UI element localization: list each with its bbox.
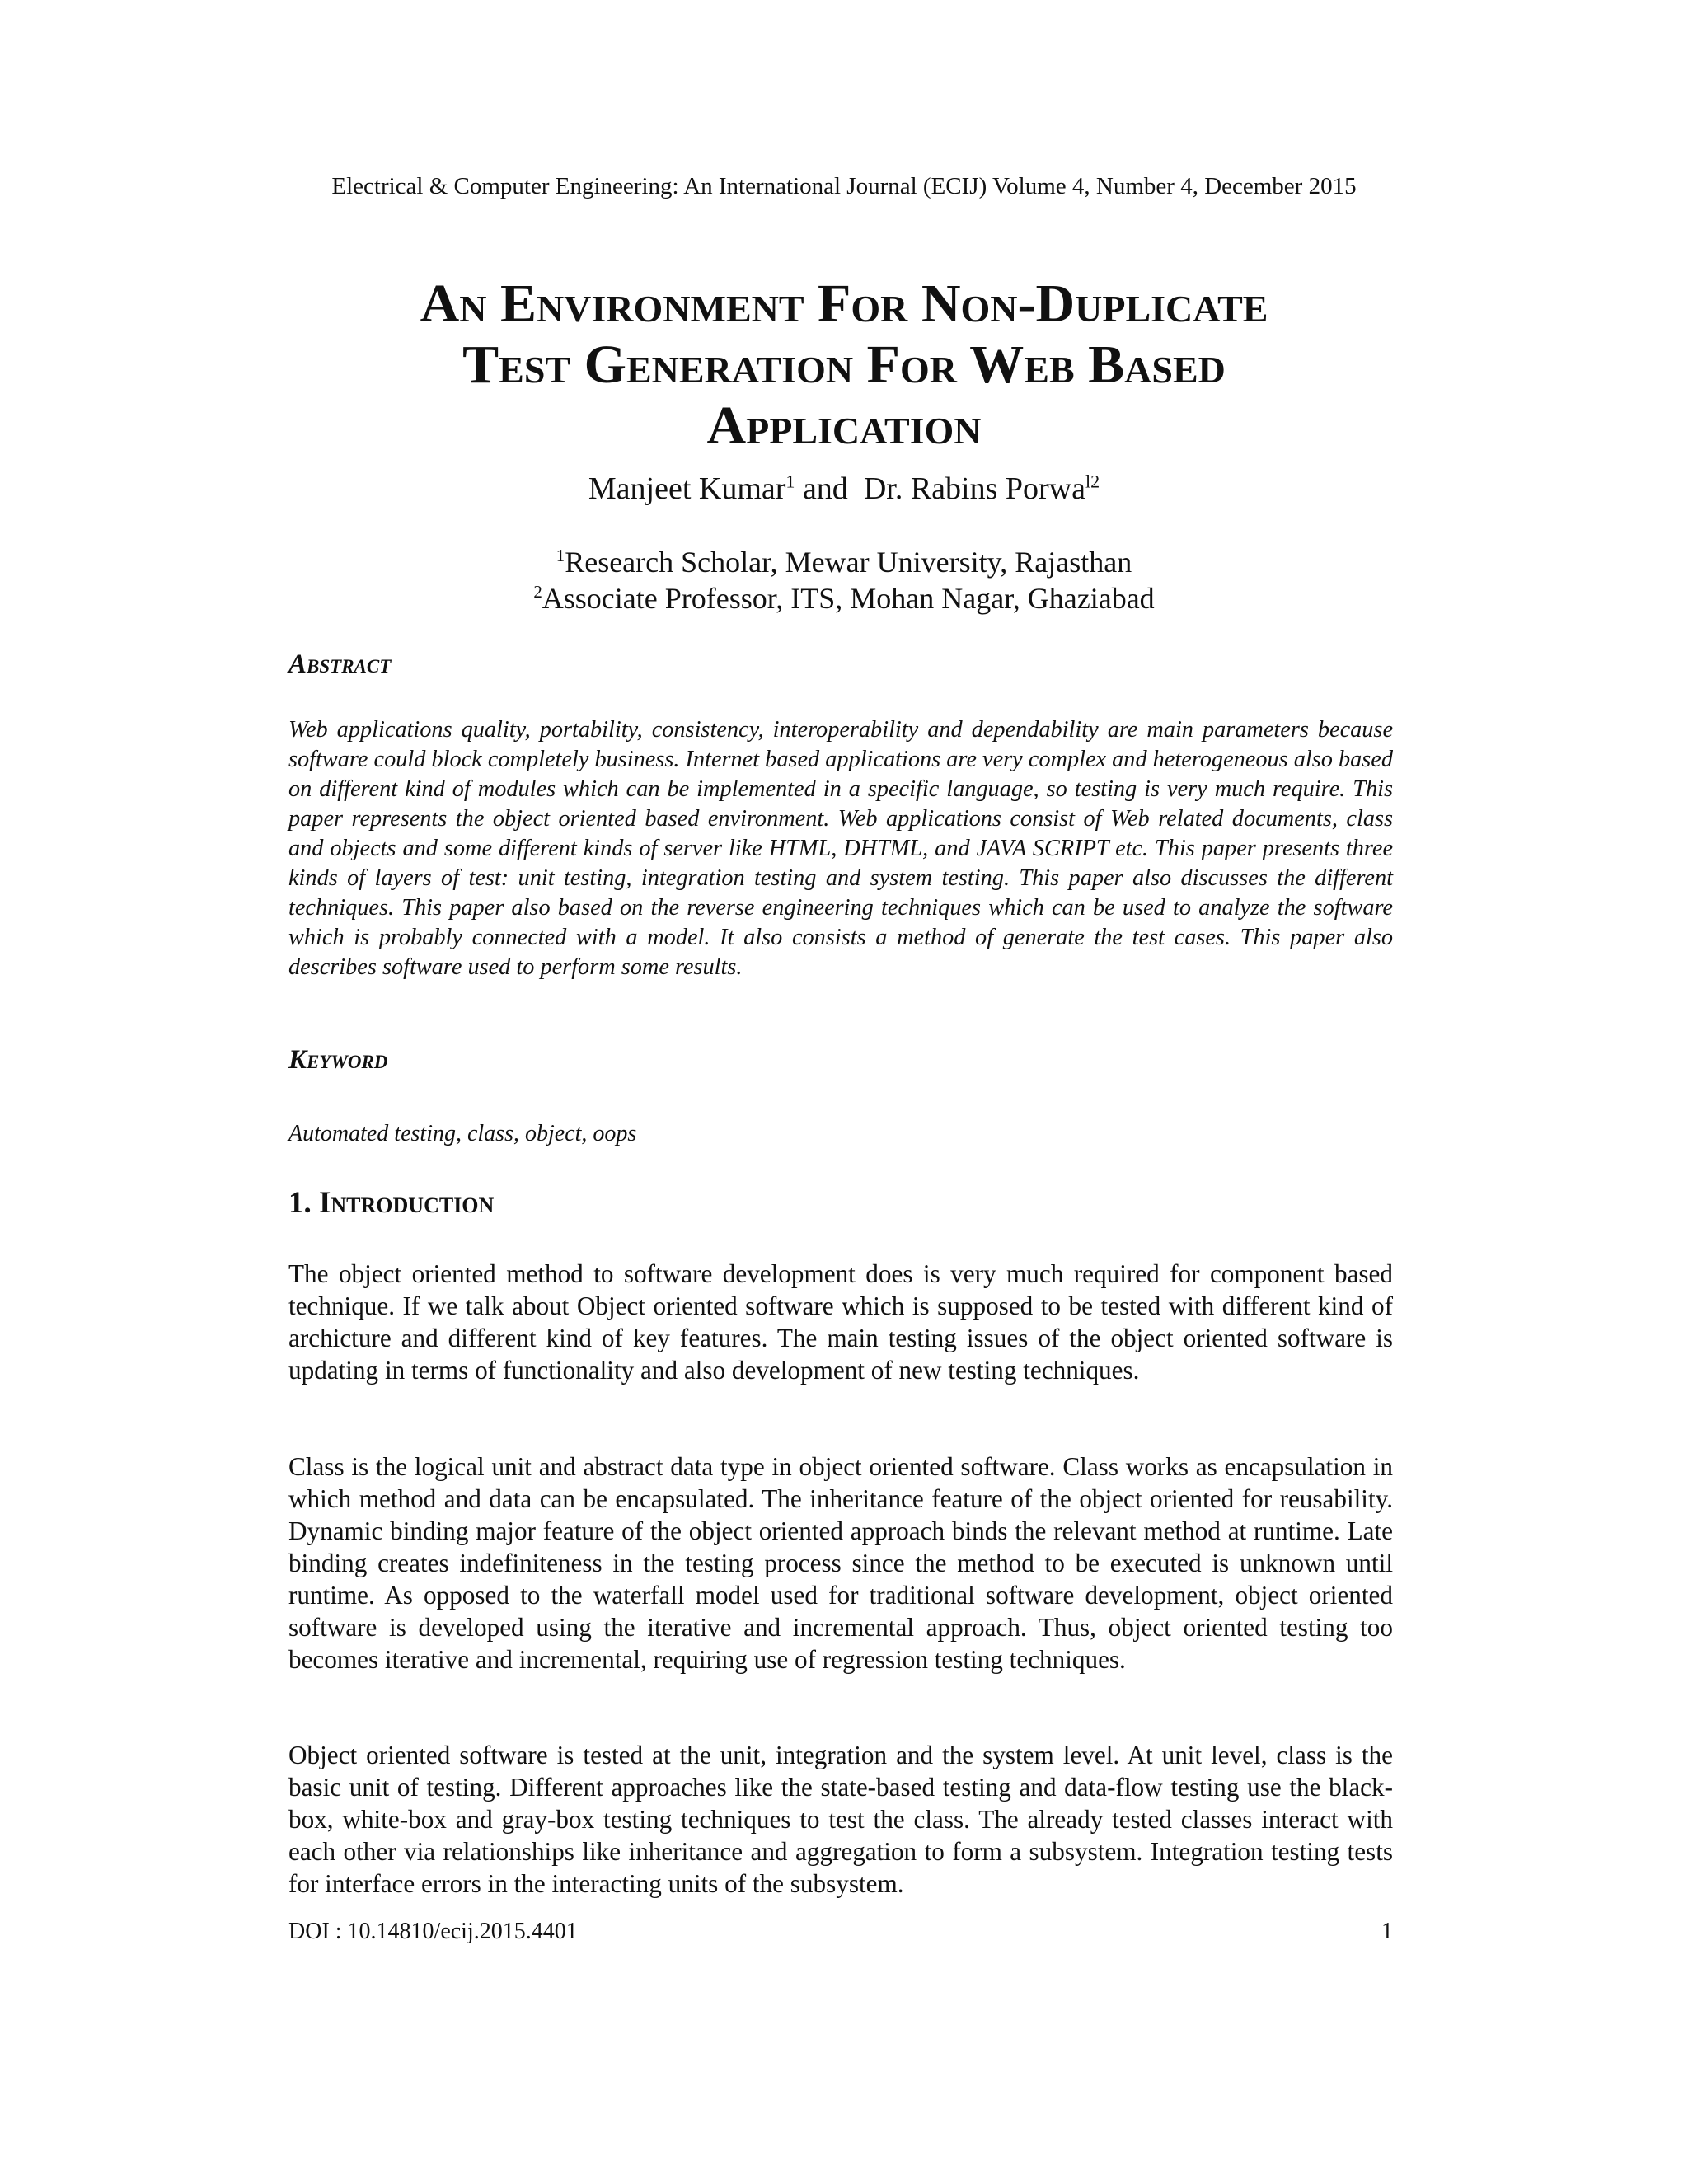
affiliation-superscript: 2 — [533, 582, 542, 602]
author-name: Dr. Rabins Porwa — [863, 471, 1085, 506]
body-paragraph: Object oriented software is tested at the unit, integration and the system level. At unit level, class is the basic unit of testing. Different approaches like the state-based testing and data-flow testing use the black-box, white-box and gray-box testing techniques to test the class. The already tested classes interact with each other via relationships like inheritance and aggregation to form a subsystem. Integration testing tests for interface errors in the interacting units of the subsystem. — [288, 1741, 1393, 1898]
author-superscript: l2 — [1085, 471, 1100, 492]
introduction-heading: 1. Introduction — [288, 1186, 495, 1220]
running-header: Electrical & Computer Engineering: An International Journal (ECIJ) Volume 4, Number 4, December 2015 — [331, 173, 1357, 199]
affiliation-text: Associate Professor, ITS, Mohan Nagar, Ghaziabad — [542, 582, 1155, 615]
body-paragraph: The object oriented method to software development does is very much required for component based technique. If we talk about Object oriented software which is supposed to be tested with different kind of archicture and different kind of key features. The main testing issues of the object oriented software is updating in terms of functionality and also development of new testing techniques. — [288, 1259, 1393, 1385]
paper-title — [247, 274, 1441, 457]
author-superscript: 1 — [785, 471, 795, 492]
title-line: Application — [706, 396, 982, 456]
affiliation — [0, 580, 1688, 616]
abstract-text: Web applications quality, portability, consistency, interoperability and dependability are main parameters because software could block completely business. Internet based applications are very complex and heterogeneous also based on different kind of modules which can be implemented in a specific language, so testing is very much require. This paper represents the object oriented based environment. Web applications consist of Web related documents, class and objects and some different kinds of server like HTML, DHTML, and JAVA SCRIPT etc. This paper presents three kinds of layers of test: unit testing, integration testing and system testing. This paper also discusses the different techniques. This paper also based on the reverse engineering techniques which can be used to analyze the software which is probably connected with a model. It also consists a method of generate the test cases. This paper also describes software used to perform some results. — [288, 717, 1393, 980]
abstract-heading: Abstract — [288, 649, 392, 679]
affiliation-superscript: 1 — [556, 546, 565, 565]
keyword-heading: Keyword — [288, 1045, 388, 1075]
page-number: 1 — [1381, 1919, 1393, 1944]
author-name: Manjeet Kumar — [588, 471, 786, 506]
title-line: Test Generation For Web Based — [462, 335, 1226, 395]
keyword-list: Automated testing, class, object, oops — [288, 1121, 637, 1146]
body-paragraph: Class is the logical unit and abstract data type in object oriented software. Class works as encapsulation in which method and data can be encapsulated. The inheritance feature of the object oriented for reusability. Dynamic binding major feature of the object oriented approach binds the relevant method at runtime. Late binding creates indefiniteness in the testing process since the method to be executed is unknown until runtime. As opposed to the waterfall model used for traditional software development, object oriented software is developed using the iterative and incremental approach. Thus, object oriented testing too becomes iterative and incremental, requiring use of regression testing techniques. — [288, 1452, 1393, 1674]
affiliation-text: Research Scholar, Mewar University, Rajasthan — [565, 546, 1132, 579]
affiliation — [0, 544, 1688, 580]
doi-link[interactable]: DOI : 10.14810/ecij.2015.4401 — [288, 1919, 578, 1944]
title-line: An Environment For Non-Duplicate — [420, 274, 1268, 334]
author-line — [0, 468, 1688, 509]
author-connector: and — [802, 471, 848, 506]
